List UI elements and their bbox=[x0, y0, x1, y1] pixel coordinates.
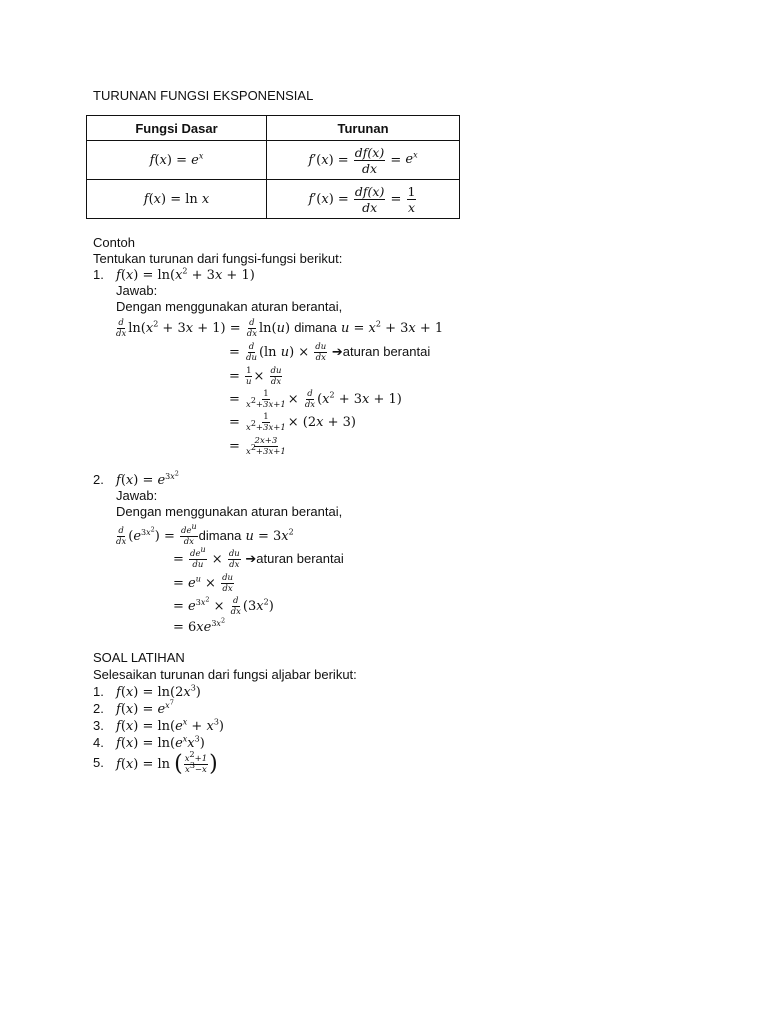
example-1-function: $f(x) = \ln(x^2 + 3x + 1)$ bbox=[116, 266, 255, 283]
contoh-instruction: Tentukan turunan dari fungsi-fungsi berikut: bbox=[93, 251, 343, 266]
example-2-function: $f(x) = e^{3x^2}$ bbox=[116, 469, 179, 488]
table-row bbox=[87, 180, 460, 219]
table-cell-derivative: f′(x) = $\frac{df(x)}{dx}$ = $\frac{1}{x}$ bbox=[267, 180, 460, 219]
example-number: 1. bbox=[93, 267, 104, 282]
dimana-label: dimana bbox=[198, 527, 242, 543]
table-header-basic-function: Fungsi Dasar bbox=[87, 116, 267, 141]
example-2-step-1: $\frac{d}{dx}$ $(e^{3x^2})$ = $\frac{de^u}{dx}$ dimana $u = 3x^2$ bbox=[116, 522, 294, 547]
chain-rule-label: aturan berantai bbox=[342, 343, 431, 359]
example-number: 2. bbox=[93, 472, 104, 487]
list-item-number: 2. bbox=[93, 701, 104, 716]
example-1-result: = $\frac{2x+3}{x^2+3x+1}$ bbox=[229, 436, 286, 457]
arrow-right-icon: ➔ bbox=[245, 551, 257, 567]
arrow-right-icon: ➔ bbox=[331, 344, 343, 360]
example-2-step-3: = $e^u$ × $\frac{du}{dx}$ bbox=[173, 573, 233, 594]
method-text: Dengan menggunakan aturan berantai, bbox=[116, 504, 343, 519]
section-heading-latihan: SOAL LATIHAN bbox=[93, 650, 185, 665]
table-header-derivative: Turunan bbox=[267, 116, 460, 141]
derivative-rules-table bbox=[86, 115, 460, 219]
section-heading-contoh: Contoh bbox=[93, 235, 135, 250]
exercise-4: $f(x) = \ln(e^xx^3)$ bbox=[116, 734, 205, 751]
example-1-step-1: $\frac{d}{dx}$ $\ln(x^2 + 3x + 1)$ = $\frac{d}{dx}$ ln(u) dimana $u = x^2 + 3x + 1$ bbox=[116, 318, 444, 339]
example-2-step-2: = $\frac{de^u}{du}$ × $\frac{du}{dx}$ ➔aturan berantai bbox=[173, 545, 344, 570]
example-2-result: = $6xe^{3x^2}$ bbox=[173, 616, 226, 635]
list-item-number: 4. bbox=[93, 735, 104, 750]
table-row bbox=[87, 141, 460, 180]
list-item-number: 3. bbox=[93, 718, 104, 733]
table-cell-function: $f(x) = e^x$ bbox=[87, 141, 267, 180]
exercise-1: $f(x) = \ln(2x^3)$ bbox=[116, 683, 201, 700]
dimana-label: dimana bbox=[294, 319, 337, 335]
latihan-instruction: Selesaikan turunan dari fungsi aljabar berikut: bbox=[93, 667, 357, 682]
example-2-step-4: = $e^{3x^2}$ × $\frac{d}{dx}$ $(3x^2)$ bbox=[173, 594, 274, 617]
list-item-number: 1. bbox=[93, 684, 104, 699]
jawab-label: Jawab: bbox=[116, 488, 158, 503]
jawab-label: Jawab: bbox=[116, 283, 158, 298]
exercise-3: $f(x) = \ln(e^x + x^3)$ bbox=[116, 717, 224, 734]
exercise-5: f(x) = ln ( $\frac{x^2+1}{x^3-x}$ ) bbox=[116, 750, 218, 777]
example-1-step-5: = $\frac{1}{x^2+3x+1}$ × (2x + 3) bbox=[229, 412, 356, 433]
example-1-step-4: = $\frac{1}{x^2+3x+1}$ × $\frac{d}{dx}$ $(x^2 + 3x + 1)$ bbox=[229, 389, 402, 410]
exercise-2: $f(x) = e^{x^7}$ bbox=[116, 698, 174, 717]
method-text: Dengan menggunakan aturan berantai, bbox=[116, 299, 343, 314]
table-cell-derivative: f′(x) = $\frac{df(x)}{dx}$ = $e^x$ bbox=[267, 141, 460, 180]
list-item-number: 5. bbox=[93, 755, 104, 770]
table-cell-function: f(x) = ln x bbox=[87, 180, 267, 219]
example-1-step-2: = $\frac{d}{du}$ (ln u) × $\frac{du}{dx}$ ➔aturan berantai bbox=[229, 342, 431, 363]
chain-rule-label: aturan berantai bbox=[256, 550, 344, 566]
page-title: TURUNAN FUNGSI EKSPONENSIAL bbox=[93, 88, 314, 103]
example-1-step-3: = $\frac{1}{u}$ × $\frac{du}{dx}$ bbox=[229, 366, 282, 387]
